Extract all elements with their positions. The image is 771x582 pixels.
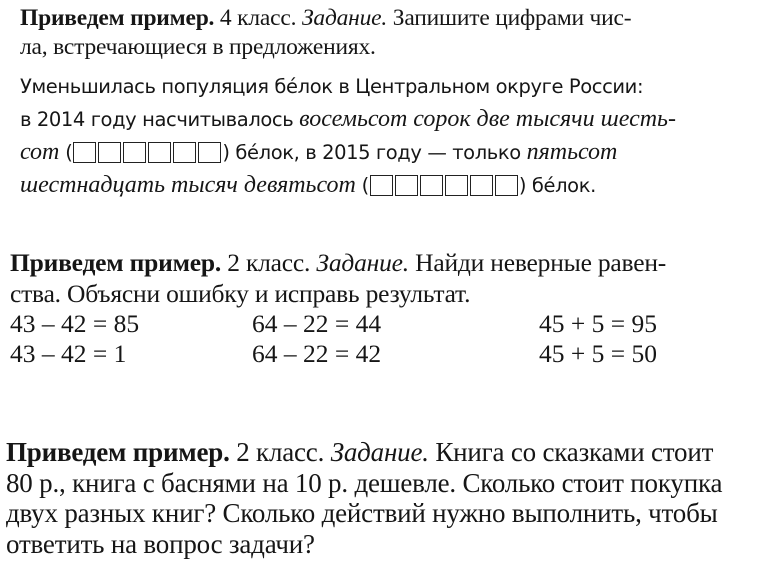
digit-box[interactable] [370,175,393,196]
example-1 [20,4,745,202]
task-label: Задание. [301,5,388,31]
example-1-intro [20,4,745,62]
digit-box[interactable] [173,142,196,163]
task-text: двух разных книг? Сколько действий нужно выполнить, чтобы [6,498,718,528]
digit-box[interactable] [470,175,493,196]
task-label: Задание. [316,248,409,277]
task-text: Книга со сказками стоит [435,437,714,467]
digit-box[interactable] [73,142,96,163]
grade-label: 4 класс. [219,5,297,31]
instruction-text: ла, встречающиеся в предложениях. [20,34,376,60]
sentence-text: Уменьшилась популяция бéлок в Центральном округе России: [20,75,644,98]
equation: 45 + 5 = 50 [539,339,658,368]
equation: 64 – 22 = 42 [252,339,382,368]
instruction-text: Запишите цифрами чис- [392,5,632,31]
instruction-text: Найди неверные равен- [415,248,667,277]
number-words: пятьсот [526,139,618,165]
number-words: сот [20,139,60,165]
grade-label: 2 класс. [227,248,311,277]
equation: 64 – 22 = 44 [252,309,382,338]
digit-boxes-1[interactable] [73,142,221,163]
equation-row [10,309,755,339]
sentence-text: ) бéлок. [518,174,596,197]
example-3-text [6,437,766,559]
example-lead: Приведем пример. [20,5,215,31]
task-label: Задание. [330,437,429,467]
example-2-intro [10,247,755,309]
equation: 45 + 5 = 95 [539,309,658,338]
sentence-text: в 2014 году насчитывалось [20,108,294,131]
instruction-text: ства. Объясни ошибку и исправь результат. [10,279,471,308]
digit-box[interactable] [98,142,121,163]
digit-boxes-2[interactable] [370,175,518,196]
digit-box[interactable] [395,175,418,196]
example-lead: Приведем пример. [6,437,230,467]
example-3 [6,437,766,559]
task-text: 80 р., книга с баснями на 10 р. дешевле. Сколько стоит покупка [6,467,723,498]
digit-box[interactable] [445,175,468,196]
task-text: ответить на вопрос задачи? [6,528,315,559]
digit-box[interactable] [123,142,146,163]
example-2 [10,247,755,369]
number-words: шестнадцать тысяч девятьсот [20,172,356,198]
digit-box[interactable] [495,175,518,196]
number-words: восемьсот сорок две тысячи шесть- [299,106,676,132]
digit-box[interactable] [198,142,221,163]
example-lead: Приведем пример. [10,248,222,277]
digit-box[interactable] [420,175,443,196]
equation: 43 – 42 = 1 [10,339,127,368]
digit-box[interactable] [148,142,171,163]
example-1-task-text: Уменьшилась популяция бéлок в Центральном округе России: в 2014 году насчитывалось восемьсот сорок две тысячи шесть- сот ( ) бéлок, в 2015 году — только пятьсот шестнадцать тысяч девятьсот ( ) бéлок. [20,75,676,198]
equation: 43 – 42 = 85 [10,309,140,338]
equation-row [10,339,755,369]
sentence-text: ) бéлок, в 2015 году — только [222,141,521,164]
grade-label: 2 класс. [236,437,325,467]
